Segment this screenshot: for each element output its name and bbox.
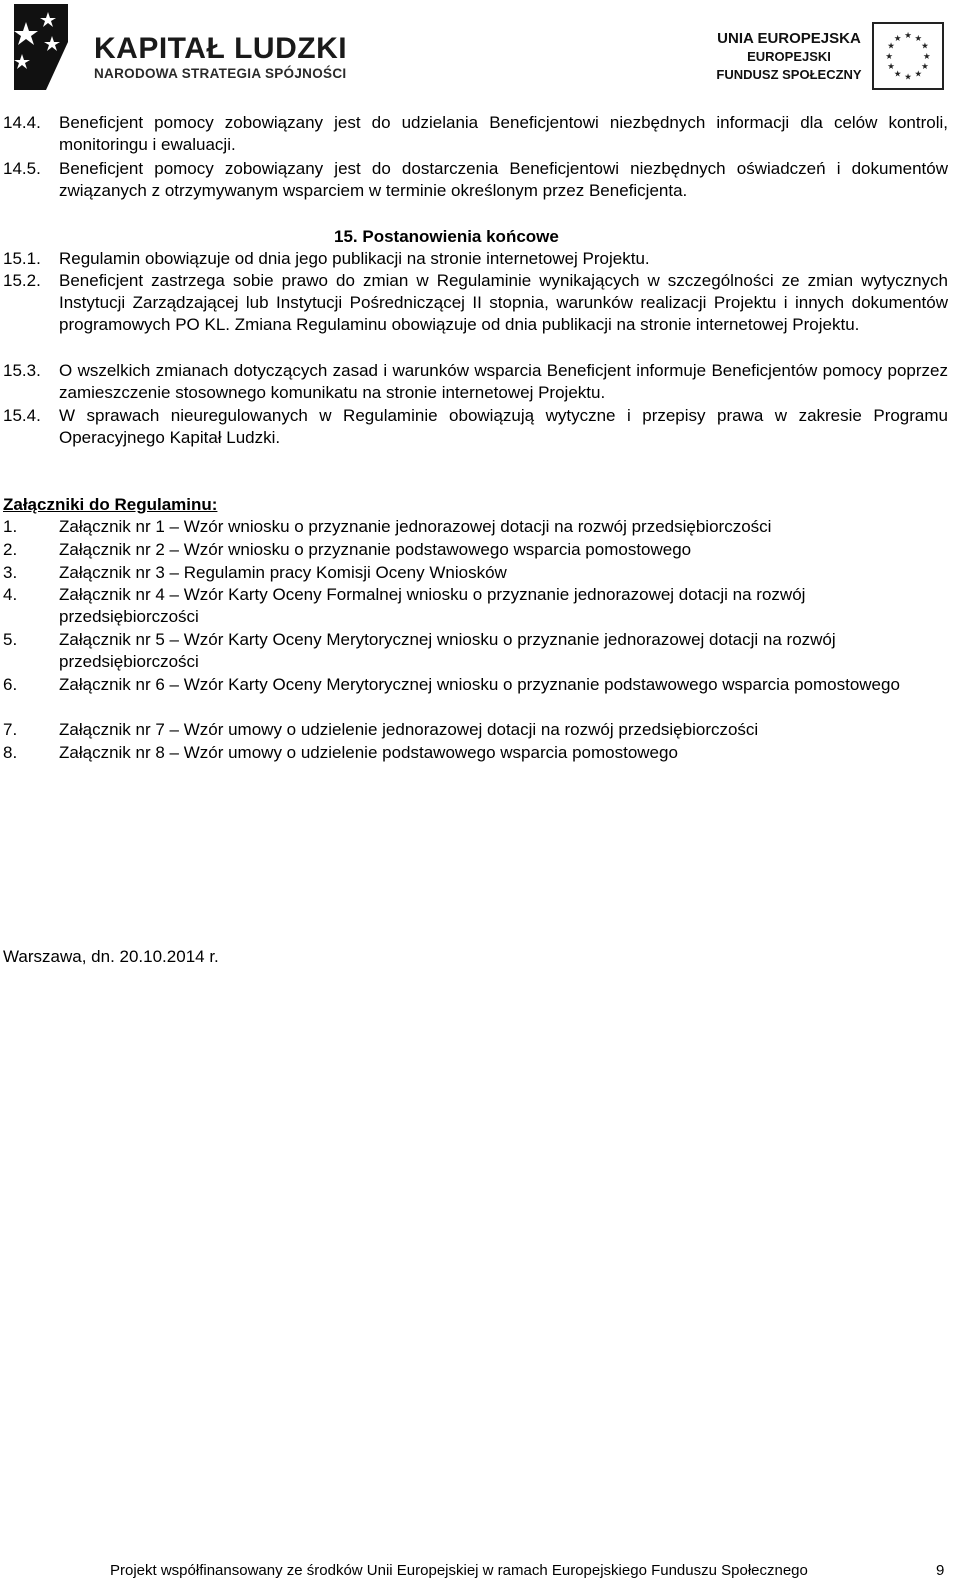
svg-text:★: ★ bbox=[914, 32, 923, 43]
section-number: 15.2. bbox=[3, 271, 41, 290]
svg-text:★: ★ bbox=[893, 68, 902, 79]
section-heading: 15. Postanowienia końcowe bbox=[334, 227, 559, 246]
section-number: 15.4. bbox=[3, 406, 41, 425]
section-text: Beneficjent pomocy zobowiązany jest do dostarczenia Beneficjentowi niezbędnych oświadczeń i dokumentów związanych z otrzymywanym wsparciem w terminie określonym przez Beneficjenta. bbox=[59, 159, 948, 200]
section-text: Regulamin obowiązuje od dnia jego publikacji na stronie internetowej Projektu. bbox=[59, 249, 650, 268]
svg-text:★: ★ bbox=[887, 61, 895, 72]
svg-text:★: ★ bbox=[887, 40, 895, 51]
attachment-number: 3. bbox=[3, 563, 18, 582]
attachment-text: Załącznik nr 6 – Wzór Karty Oceny Merytorycznej wniosku o przyznanie podstawowego wsparcia pomostowego bbox=[59, 675, 900, 694]
eu-line2: EUROPEJSKI bbox=[747, 49, 831, 64]
section-text: Beneficjent zastrzega sobie prawo do zmian w Regulaminie wynikających w szczególności ze zmian wytycznych Instytucji Zarządzającej lub Instytucji Pośredniczącej II stopnia, warunków realizacji Projektu i innych dokumentów programowych PO KL. Zmiana Regulaminu obowiązuje od dnia publikacji na stronie internetowej Projektu. bbox=[59, 271, 948, 334]
attachment-text: Załącznik nr 5 – Wzór Karty Oceny Merytorycznej wniosku o przyznanie jednorazowej dotacji na rozwój przedsiębiorczości bbox=[59, 630, 836, 671]
attachment-text: Załącznik nr 4 – Wzór Karty Oceny Formalnej wniosku o przyznanie jednorazowej dotacji na rozwój przedsiębiorczości bbox=[59, 585, 806, 626]
place-date: Warszawa, dn. 20.10.2014 r. bbox=[3, 947, 219, 966]
attachments-title: Załączniki do Regulaminu: bbox=[3, 495, 218, 514]
svg-text:★: ★ bbox=[914, 68, 923, 79]
section-text: W sprawach nieuregulowanych w Regulaminie obowiązują wytyczne i przepisy prawa w zakresie Programu Operacyjnego Kapitał Ludzki. bbox=[59, 406, 948, 447]
section-text: Beneficjent pomocy zobowiązany jest do udzielania Beneficjentowi niezbędnych informacji dla celów kontroli, monitoringu i ewaluacji. bbox=[59, 113, 948, 154]
svg-text:★: ★ bbox=[923, 50, 931, 61]
eu-flag-icon bbox=[872, 22, 944, 90]
kapital-ludzki-title: KAPITAŁ LUDZKI bbox=[94, 32, 348, 65]
page-number: 9 bbox=[936, 1562, 945, 1579]
attachment-number: 1. bbox=[3, 517, 18, 536]
section-number: 14.5. bbox=[3, 159, 41, 178]
section-text: O wszelkich zmianach dotyczących zasad i warunków wsparcia Beneficjent informuje Beneficjentów pomocy poprzez zamieszczenie stosownego komunikatu na stronie internetowej Projektu. bbox=[59, 361, 948, 402]
attachment-number: 8. bbox=[3, 743, 18, 762]
attachment-text: Załącznik nr 3 – Regulamin pracy Komisji Oceny Wniosków bbox=[59, 563, 507, 582]
section-number: 15.3. bbox=[3, 361, 41, 380]
attachment-number: 4. bbox=[3, 585, 18, 604]
section-number: 15.1. bbox=[3, 249, 41, 268]
eu-text bbox=[714, 30, 864, 84]
eu-line1: UNIA EUROPEJSKA bbox=[717, 30, 861, 47]
svg-text:★: ★ bbox=[904, 30, 912, 41]
svg-text:★: ★ bbox=[904, 71, 912, 82]
attachment-text: Załącznik nr 7 – Wzór umowy o udzielenie jednorazowej dotacji na rozwój przedsiębiorczości bbox=[59, 720, 759, 739]
attachment-number: 7. bbox=[3, 720, 18, 739]
svg-text:★: ★ bbox=[921, 61, 929, 72]
attachment-number: 6. bbox=[3, 675, 18, 694]
attachment-number: 5. bbox=[3, 630, 18, 649]
svg-text:★: ★ bbox=[921, 40, 929, 51]
kapital-ludzki-logo-icon bbox=[6, 2, 76, 92]
section-number: 14.4. bbox=[3, 113, 41, 132]
eu-line3: FUNDUSZ SPOŁECZNY bbox=[716, 67, 862, 82]
svg-text:★: ★ bbox=[893, 32, 902, 43]
attachment-number: 2. bbox=[3, 540, 18, 559]
attachment-text: Załącznik nr 2 – Wzór wniosku o przyznanie podstawowego wsparcia pomostowego bbox=[59, 540, 692, 559]
kapital-ludzki-subtitle: NARODOWA STRATEGIA SPÓJNOŚCI bbox=[94, 66, 347, 81]
page-header bbox=[0, 0, 960, 100]
attachment-text: Załącznik nr 8 – Wzór umowy o udzielenie podstawowego wsparcia pomostowego bbox=[59, 743, 678, 762]
svg-text:★: ★ bbox=[885, 50, 893, 61]
attachment-text: Załącznik nr 1 – Wzór wniosku o przyznanie jednorazowej dotacji na rozwój przedsiębiorczości bbox=[59, 517, 772, 536]
footer-text: Projekt współfinansowany ze środków Unii Europejskiej w ramach Europejskiego Funduszu Społecznego bbox=[110, 1562, 808, 1579]
